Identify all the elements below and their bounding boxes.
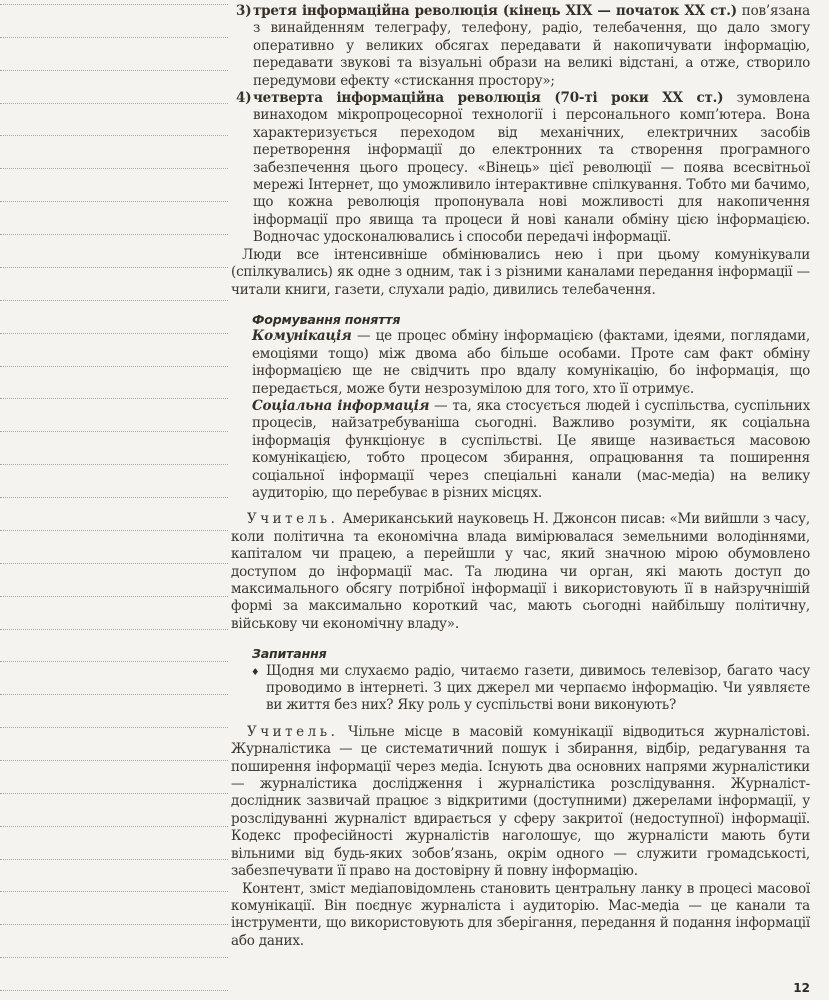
teacher-text: Американський науковець Н. Джонсон писав: «Ми вийшли з часу, коли політична та економічна влада вимірювалася земельними володіннями, капіталом чи працею, а перейшли у час, який значною мірою обумовлено доступом до інформації мас. Та людина чи орган, які мають доступ до максимального обсягу потрібної інформації і використовують її в найзручнішій формі за максимально короткий час, мають сьогодні найбільшу політичну, військову чи економічну владу».: [231, 511, 810, 632]
numbered-list: [231, 3, 810, 247]
margin-rule-line: [0, 168, 228, 169]
list-item-text: [253, 3, 810, 90]
page-number: 12: [793, 981, 810, 995]
question-text: Щодня ми слухаємо радіо, читаємо газети, дивимось телевізор, багато часу проводимо в інтернеті. З цих джерел ми черпаємо інформацію. Чи уявляєте ви життя без них? Яку роль у суспільстві вони виконують?: [266, 662, 810, 714]
definition-item: [252, 398, 810, 502]
concept-block: [252, 311, 810, 502]
diamond-bullet-icon: ♦: [251, 666, 260, 678]
margin-rule-line: [0, 366, 228, 367]
margin-rule-line: [0, 596, 228, 597]
paragraph-content: Контент, зміст медіаповідомлень становить центральну ланку в процесі масової комунікації. Він поєднує журналіста і аудиторію. Мас-медіа — це канали та інструменти, що використовують для зберігання, передання й подання інформації або даних.: [231, 880, 810, 949]
margin-rule-line: [0, 497, 228, 498]
teacher-paragraph-1: [231, 511, 810, 633]
margin-rule-line: [0, 530, 228, 531]
definition-term: Комунікація: [252, 328, 352, 345]
margin-rule-line: [0, 629, 228, 630]
margin-rule-line: [0, 826, 228, 827]
margin-rule-line: [0, 464, 228, 465]
margin-notes-lines: [0, 0, 228, 1000]
page-content: [231, 3, 810, 950]
margin-rule-line: [0, 4, 228, 5]
teacher-paragraph-2: [231, 724, 810, 881]
margin-rule-line: [0, 398, 228, 399]
teacher-label: Учитель.: [247, 723, 339, 740]
margin-rule-line: [0, 891, 228, 892]
list-item-number: 3): [236, 3, 252, 19]
questions-block: [252, 645, 810, 715]
margin-rule-line: [0, 135, 228, 136]
margin-rule-line: [0, 234, 228, 235]
margin-rule-line: [0, 760, 228, 761]
margin-rule-line: [0, 70, 228, 71]
list-item-text: [253, 90, 810, 247]
list-item-body: зумовлена винаходом мікропроцесорної технології і персонального комп’ютера. Вона характеризується переходом від механічних, електричних засобів перетворення інформації до електронних та створення програмного забезпечення цього процесу. «Вінець» цієї революції — поява всесвітньої мережі Інтернет, що уможливило інтерактивне спілкування. Тобто ми бачимо, що кожна революція пропонувала нові можливості для накопичення інформації про явища та процеси й нові канали обміну цією інформацією. Водночас удосконалювались і способи передачі інформації.: [253, 90, 810, 246]
list-item: [231, 90, 810, 247]
list-item-lead: четверта інформаційна революція (70-ті роки XX ст.): [253, 90, 724, 107]
margin-rule-line: [0, 727, 228, 728]
question-item: [250, 663, 810, 715]
list-item-number: 4): [236, 90, 252, 107]
list-item: [231, 3, 810, 90]
list-item-lead: третя інформаційна революція (кінець XIX — початок XX ст.): [253, 3, 737, 19]
margin-rule-line: [0, 957, 228, 958]
definition-text: — це процес обміну інформацією (фактами, ідеями, поглядами, емоціями тощо) між двома або більше особами. Проте сам факт обміну інформацією ще не свідчить про вдалу комунікацію, бо інформація, що передається, може бути незрозумілою для того, хто її отримує.: [252, 328, 810, 397]
margin-rule-line: [0, 267, 228, 268]
margin-rule-line: [0, 694, 228, 695]
margin-rule-line: [0, 103, 228, 104]
margin-rule-line: [0, 37, 228, 38]
margin-rule-line: [0, 793, 228, 794]
paragraph-people: Люди все інтенсивніше обмінювались нею і при цьому комунікували (спілкувались) як одне з одним, так і з різними каналами передання інформації — читали книги, газети, слухали радіо, дивились телебачення.: [231, 246, 810, 298]
definition-text: — та, яка стосується людей і суспільства, суспільних процесів, найзатребуваніша сьогодні. Важливо розуміти, як соціальна інформація функціонує в суспільстві. Це явище називається масовою комунікацією, тобто процесом збирання, опрацювання та поширення соціальної інформації через спеціальні канали (мас-медіа) на велику аудиторію, що перебуває в різних місцях.: [252, 397, 811, 501]
margin-rule-line: [0, 333, 228, 334]
margin-rule-line: [0, 924, 228, 925]
definition-term: Соціальна інформація: [252, 397, 430, 414]
margin-rule-line: [0, 431, 228, 432]
teacher-label: Учитель.: [247, 511, 339, 528]
questions-header: Запитання: [252, 646, 327, 662]
teacher-text: Чільне місце в масовій комунікації відводиться журналістові. Журналістика — це систематичний пошук і збирання, відбір, редагування та поширення інформації через медіа. Існують два основних напрями журналістики — журналістика дослідження і журналістика розслідування. Журналіст-дослідник зазвичай працює з відкритими (доступними) джерелами інформації, у розслідуванні журналіст вдирається у сферу закритої (недоступної) інформації. Кодекс професійності журналістів наголошує, що журналісти мають бути вільними від будь-яких зобов’язань, окрім одного — служити громадськості, забезпечувати її право на достовірну й повну інформацію.: [231, 723, 810, 880]
margin-rule-line: [0, 563, 228, 564]
margin-rule-line: [0, 990, 228, 991]
list-item-body: пов’язана з винайденням телеграфу, телефону, радіо, телебачення, що дало змогу оперативно у великих обсягах передавати й накопичувати інформацію, передавати звукові та візуальні образи на великі відстані, а отже, створило передумови ефекту «стискання простору»;: [253, 3, 810, 89]
margin-rule-line: [0, 859, 228, 860]
definition-item: [252, 328, 810, 398]
margin-rule-line: [0, 201, 228, 202]
margin-rule-line: [0, 661, 228, 662]
concept-header: Формування поняття: [252, 311, 401, 327]
margin-rule-line: [0, 300, 228, 301]
